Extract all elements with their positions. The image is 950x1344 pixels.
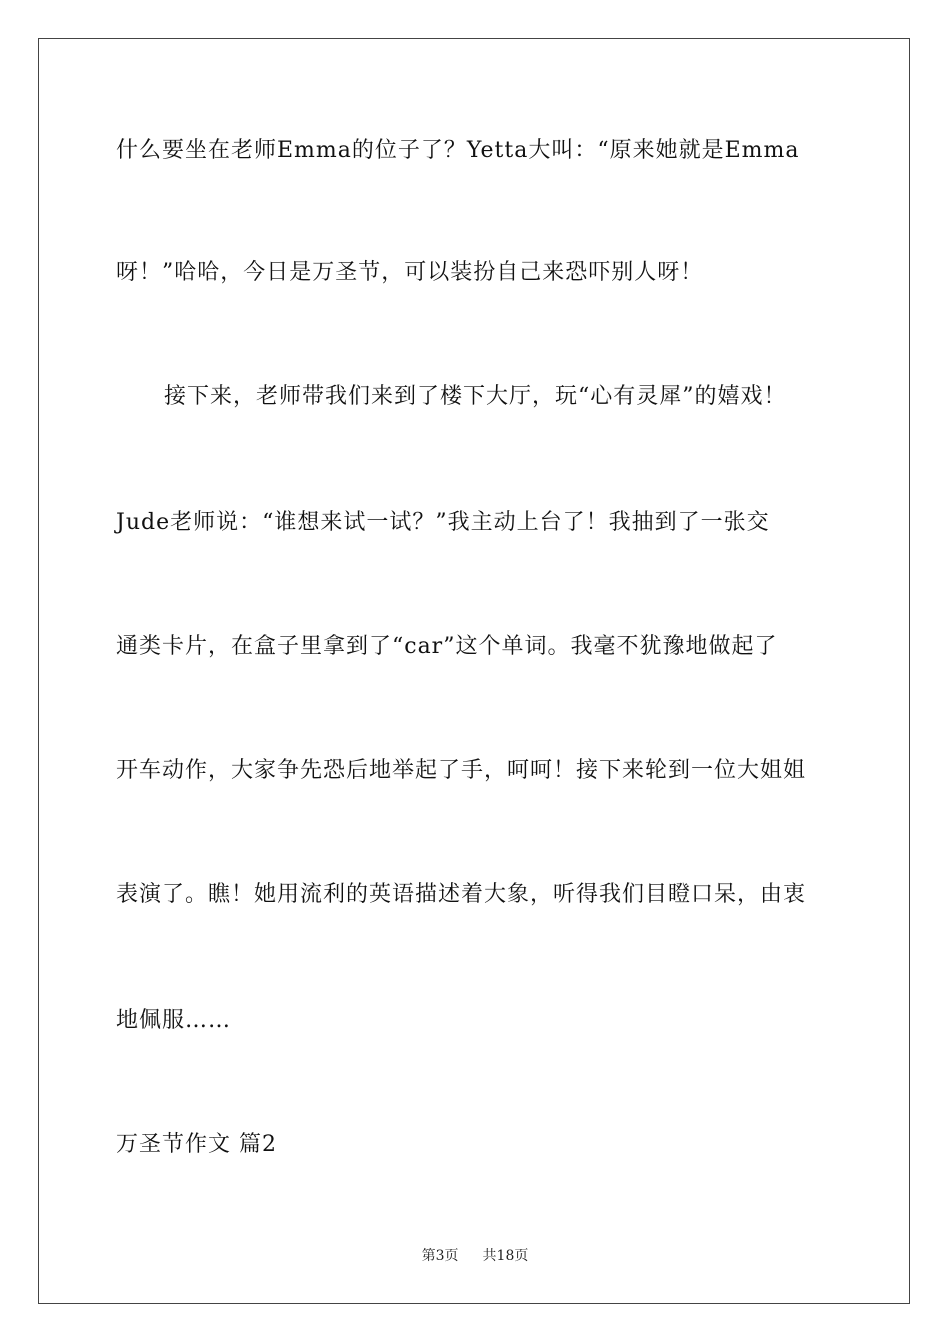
page-border xyxy=(38,38,910,1304)
section-heading: 万圣节作文 篇2 xyxy=(116,1132,277,1157)
paragraph-line-3: 接下来，老师带我们来到了楼下大厅，玩“心有灵犀”的嬉戏！ xyxy=(164,384,787,409)
paragraph-line-2: 呀！”哈哈，今日是万圣节，可以装扮自己来恐吓别人呀！ xyxy=(116,260,704,285)
paragraph-line-7: 表演了。瞧！她用流利的英语描述着大象，听得我们目瞪口呆，由衷 xyxy=(116,882,807,907)
total-pages: 共18页 xyxy=(482,1248,529,1264)
page-number: 第3页 xyxy=(421,1248,459,1264)
paragraph-line-6: 开车动作，大家争先恐后地举起了手，呵呵！接下来轮到一位大姐姐 xyxy=(116,758,807,783)
paragraph-line-4: Jude老师说：“谁想来试一试？”我主动上台了！我抽到了一张交 xyxy=(116,510,770,535)
page-footer xyxy=(0,1247,950,1265)
paragraph-line-8: 地佩服…… xyxy=(116,1008,232,1033)
paragraph-line-5: 通类卡片，在盒子里拿到了“car”这个单词。我毫不犹豫地做起了 xyxy=(116,634,778,659)
paragraph-line-1: 什么要坐在老师Emma的位子了？Yetta大叫：“原来她就是Emma xyxy=(116,138,800,163)
